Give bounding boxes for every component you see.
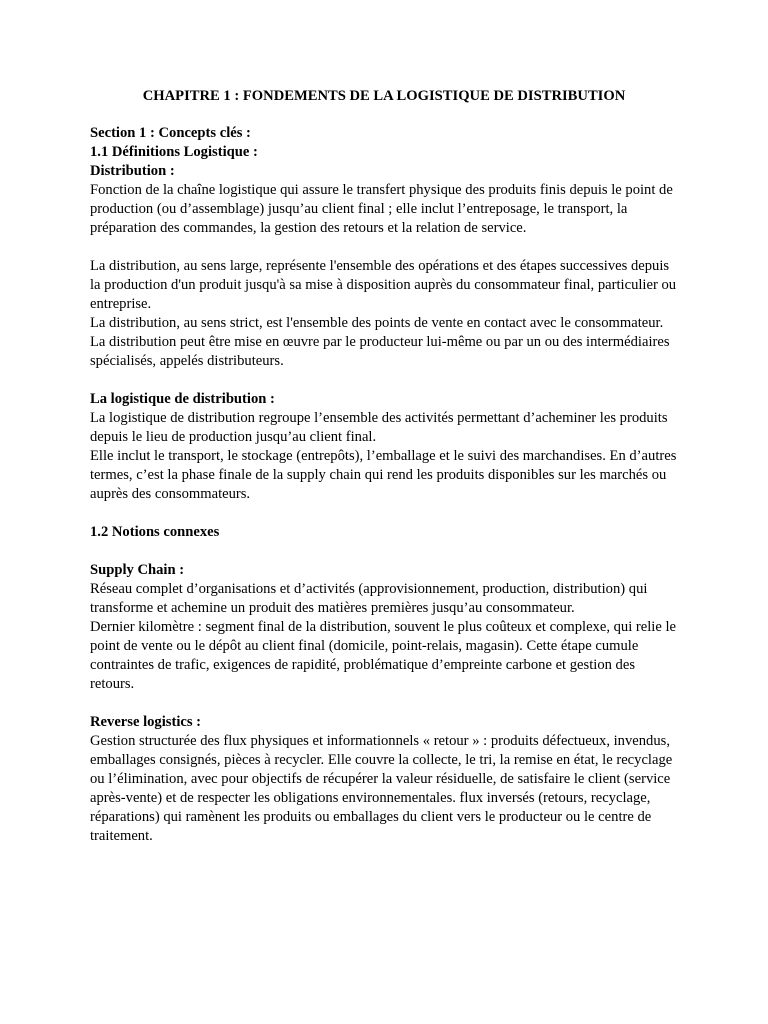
paragraph-gap [90,504,680,523]
logistique-distribution-heading: La logistique de distribution : [90,391,275,407]
paragraph-gap [90,542,680,561]
subsection-1-2-heading: 1.2 Notions connexes [90,524,220,540]
document-body [90,124,680,846]
reverse-logistics-heading: Reverse logistics : [90,714,202,730]
distribution-broad-sense: La distribution, au sens large, représente l'ensemble des opérations et des étapes successives depuis la production d'un produit jusqu'à sa mise à disposition auprès du consommateur final, particulier ou entreprise. [90,258,677,312]
last-mile-definition: Dernier kilomètre : segment final de la distribution, souvent le plus coûteux et complexe, qui relie le point de vente ou le dépôt au client final (domicile, point-relais, magasin). Cette étape cumule contraintes de trafic, exigences de rapidité, problématique d’empreinte carbone et gestion des retours. [90,619,677,692]
reverse-logistics-definition: Gestion structurée des flux physiques et informationnels « retour » : produits défectueux, invendus, emballages consignés, pièces à recycler. Elle couvre la collecte, le tri, la remise en état, le recyclage ou l’élimination, avec pour objectifs de récupérer la valeur résiduelle, de satisfaire le client (service après-vente) et de respecter les obligations environnementales. flux inversés (retours, recyclage, réparations) qui ramènent les produits ou emballages du client vers le producteur ou le centre de traitement. [90,733,673,844]
distribution-implementation: La distribution peut être mise en œuvre par le producteur lui-même ou par un ou des intermédiaires spécialisés, appelés distributeurs. [90,334,670,369]
logistique-distribution-scope: Elle inclut le transport, le stockage (entrepôts), l’emballage et le suivi des marchandises. En d’autres termes, c’est la phase finale de la supply chain qui rend les produits disponibles sur les marchés ou auprès des consommateurs. [90,448,677,502]
paragraph-gap [90,371,680,390]
supply-chain-definition: Réseau complet d’organisations et d’activités (approvisionnement, production, distribution) qui transforme et achemine un produit des matières premières jusqu’au consommateur. [90,581,648,616]
distribution-definition: Fonction de la chaîne logistique qui assure le transfert physique des produits finis depuis le point de production (ou d’assemblage) jusqu’au client final ; elle inclut l’entreposage, le transport, la préparation des commandes, la gestion des retours et la relation de service. [90,182,673,236]
distribution-strict-sense: La distribution, au sens strict, est l'ensemble des points de vente en contact avec le consommateur. [90,315,664,331]
distribution-heading: Distribution : [90,163,175,179]
subsection-1-1-heading: 1.1 Définitions Logistique : [90,144,258,160]
paragraph-gap [90,238,680,257]
supply-chain-heading: Supply Chain : [90,562,185,578]
logistique-distribution-definition: La logistique de distribution regroupe l’ensemble des activités permettant d’acheminer les produits depuis le lieu de production jusqu’au client final. [90,410,668,445]
section-1-heading: Section 1 : Concepts clés : [90,125,251,141]
paragraph-gap [90,694,680,713]
chapter-title: CHAPITRE 1 : FONDEMENTS DE LA LOGISTIQUE DE DISTRIBUTION [142,88,626,104]
